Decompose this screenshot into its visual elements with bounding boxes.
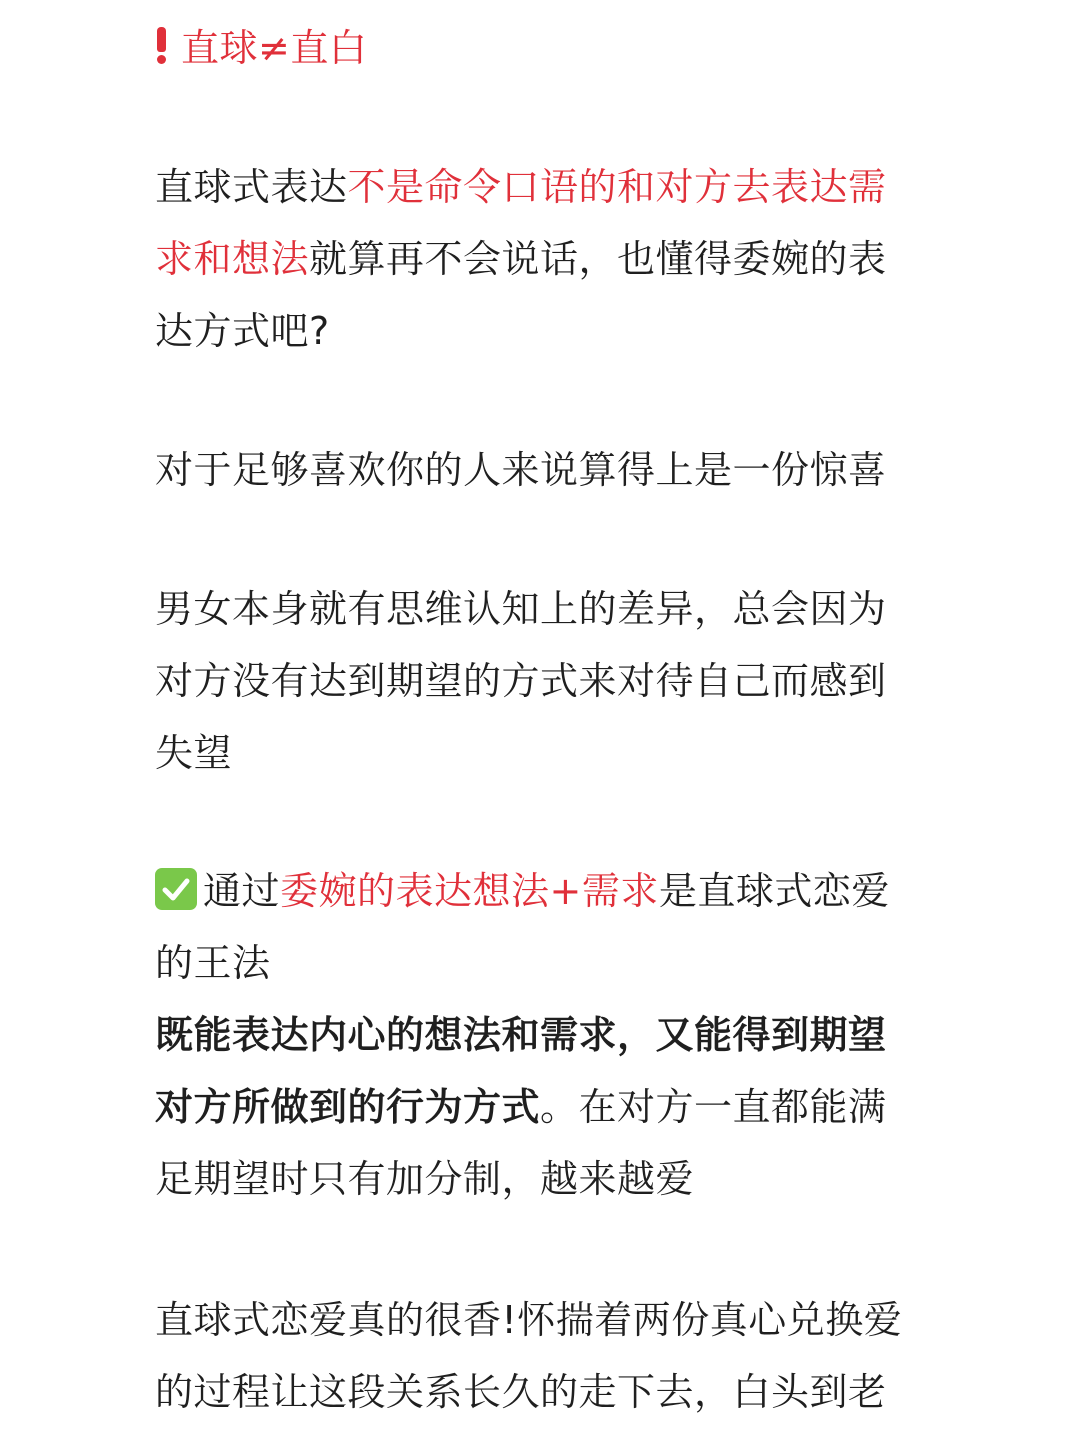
paragraph-3-line-3: 失望 <box>155 731 233 775</box>
paragraph-4-line-5: 足期望时只有加分制，越来越爱 <box>155 1157 695 1201</box>
paragraph-1-line-2 <box>155 235 887 283</box>
paragraph-4-line-2: 的王法 <box>155 941 271 985</box>
text-span: 就算再不会说话，也懂得委婉的表 <box>309 237 887 281</box>
text-span: 通过 <box>203 869 281 913</box>
paragraph-3-line-2: 对方没有达到期望的方式来对待自己而感到 <box>155 659 887 703</box>
exclamation-icon <box>155 25 167 65</box>
highlight-text: 求和想法 <box>155 237 310 281</box>
paragraph-1-line-3: 达方式吧? <box>155 309 330 353</box>
text-span: 直球式表达 <box>155 165 348 209</box>
section-title <box>155 24 367 72</box>
paragraph-1-line-1 <box>155 163 887 211</box>
text-span: 是直球式恋爱 <box>658 869 890 913</box>
paragraph-4-line-1 <box>155 867 890 915</box>
highlight-text: 委婉的表达想法+需求 <box>280 869 659 913</box>
title-text: 直球≠直白 <box>181 26 368 70</box>
paragraph-3-line-1: 男女本身就有思维认知上的差异，总会因为 <box>155 587 887 631</box>
paragraph-5-line-2: 的过程让这段关系长久的走下去，白头到老 <box>155 1370 887 1414</box>
checkmark-icon <box>155 868 197 910</box>
paragraph-5-line-1: 直球式恋爱真的很香!怀揣着两份真心兑换爱 <box>155 1298 903 1342</box>
paragraph-4-line-3: 既能表达内心的想法和需求，又能得到期望 <box>155 1013 887 1057</box>
bold-text: 对方所做到的行为方式 <box>155 1085 541 1129</box>
text-span: 。在对方一直都能满 <box>540 1085 887 1129</box>
paragraph-4-line-4 <box>155 1083 887 1131</box>
paragraph-2-line-1: 对于足够喜欢你的人来说算得上是一份惊喜 <box>155 448 887 492</box>
highlight-text: 不是命令口语的和对方去表达需 <box>347 165 887 209</box>
